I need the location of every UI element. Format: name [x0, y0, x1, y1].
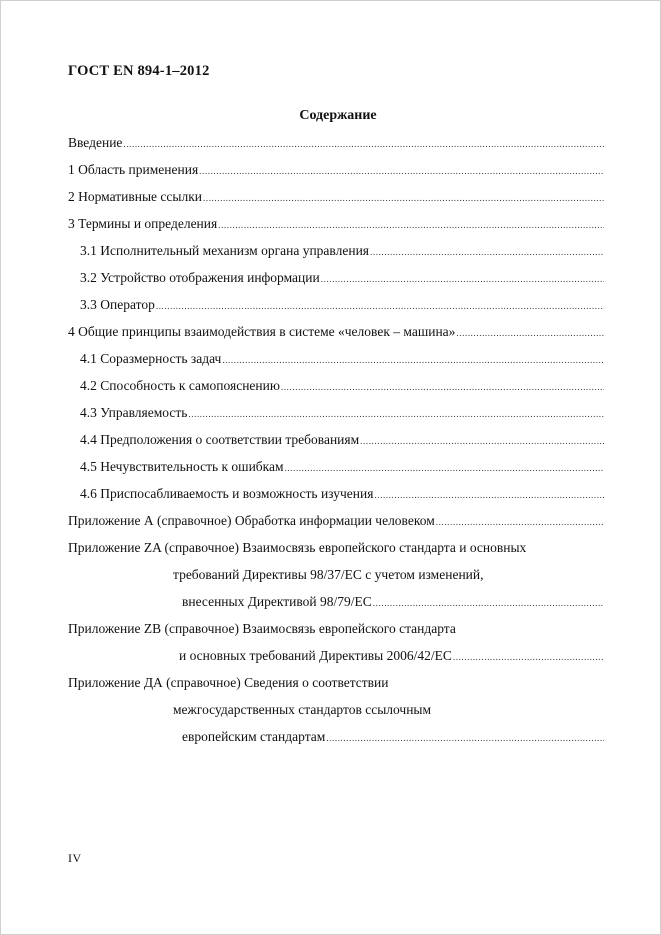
toc-entry-scope[interactable]: [68, 160, 604, 180]
toc-entry-4-5[interactable]: [80, 457, 604, 477]
toc-entry-text: 3.1 Исполнительный механизм органа управления: [80, 243, 370, 258]
toc-entry-annex-da-end[interactable]: [182, 727, 604, 747]
toc-entry-text: внесенных Директивой 98/79/ЕС: [182, 594, 372, 609]
dot-leader: [436, 512, 604, 532]
toc-entry-4-1[interactable]: [80, 349, 604, 369]
toc-entry-text: Приложение ДА (справочное) Сведения о соответствии: [68, 675, 389, 690]
toc-entry-text: 4.5 Нечувствительность к ошибкам: [80, 459, 284, 474]
dot-leader: [373, 593, 604, 613]
toc-entry-annex-zb[interactable]: [68, 619, 604, 639]
toc-heading: Содержание: [299, 108, 377, 123]
dot-leader: [453, 647, 604, 667]
dot-leader: [285, 458, 604, 478]
toc-entry-text: 4.3 Управляемость: [80, 405, 188, 420]
dot-leader: [156, 296, 604, 316]
dot-leader: [123, 134, 604, 154]
toc-entry-annex-da[interactable]: [68, 673, 604, 693]
toc-entry-annex-a[interactable]: [68, 511, 604, 531]
toc-entry-4-2[interactable]: [80, 376, 604, 396]
toc-entry-text: 2 Нормативные ссылки: [68, 189, 202, 204]
toc-entry-text: 4 Общие принципы взаимодействия в системе «человек – машина»: [68, 324, 456, 339]
toc-entry-4-6[interactable]: [80, 484, 604, 504]
toc-entry-text: Приложение А (справочное) Обработка информации человеком: [68, 513, 435, 528]
toc-entry-general-principles[interactable]: [68, 322, 604, 342]
toc-entry-text: 4.1 Соразмерность задач: [80, 351, 222, 366]
toc-entry-text: Введение: [68, 135, 123, 150]
toc-entry-3-3[interactable]: [80, 295, 604, 315]
dot-leader: [281, 377, 604, 397]
toc-entry-4-4[interactable]: [80, 430, 604, 450]
toc-entry-annex-za-cont: [173, 565, 604, 585]
dot-leader: [360, 431, 604, 451]
dot-leader: [374, 485, 604, 505]
toc-entry-text: 3.3 Оператор: [80, 297, 155, 312]
toc-entry-text: европейским стандартам: [182, 729, 326, 744]
toc-entry-text: Приложение ZA (справочное) Взаимосвязь европейского стандарта и основных: [68, 540, 527, 555]
dot-leader: [370, 242, 604, 262]
document-code: ГОСТ EN 894-1–2012: [68, 63, 210, 79]
toc-entry-annex-da-cont: [173, 700, 604, 720]
toc-entry-introduction[interactable]: [68, 133, 604, 153]
toc-entry-normative-references[interactable]: [68, 187, 604, 207]
dot-leader: [218, 215, 604, 235]
toc-entry-text: 4.6 Приспосабливаемость и возможность изучения: [80, 486, 374, 501]
toc-entry-text: 1 Область применения: [68, 162, 199, 177]
page-number: IV: [68, 851, 82, 865]
toc-entry-text: требований Директивы 98/37/ЕС с учетом изменений,: [173, 567, 484, 582]
dot-leader: [203, 188, 604, 208]
toc-entry-text: 4.2 Способность к самопояснению: [80, 378, 280, 393]
dot-leader: [456, 323, 604, 343]
toc-entry-3-1[interactable]: [80, 241, 604, 261]
toc-entry-annex-za-end[interactable]: [182, 592, 604, 612]
dot-leader: [222, 350, 604, 370]
toc-entry-text: 3.2 Устройство отображения информации: [80, 270, 320, 285]
toc-entry-text: Приложение ZB (справочное) Взаимосвязь европейского стандарта: [68, 621, 456, 636]
dot-leader: [188, 404, 604, 424]
toc-entry-annex-za[interactable]: [68, 538, 604, 558]
toc-entry-text: 4.4 Предположения о соответствии требованиям: [80, 432, 360, 447]
toc-entry-annex-zb-end[interactable]: [179, 646, 604, 666]
toc-entry-3-2[interactable]: [80, 268, 604, 288]
dot-leader: [199, 161, 604, 181]
dot-leader: [321, 269, 604, 289]
toc-entry-text: и основных требований Директивы 2006/42/ЕС: [179, 648, 452, 663]
toc-entry-text: межгосударственных стандартов ссылочным: [173, 702, 432, 717]
toc-entry-terms[interactable]: [68, 214, 604, 234]
dot-leader: [326, 728, 604, 748]
toc-entry-text: 3 Термины и определения: [68, 216, 218, 231]
toc-entry-4-3[interactable]: [80, 403, 604, 423]
